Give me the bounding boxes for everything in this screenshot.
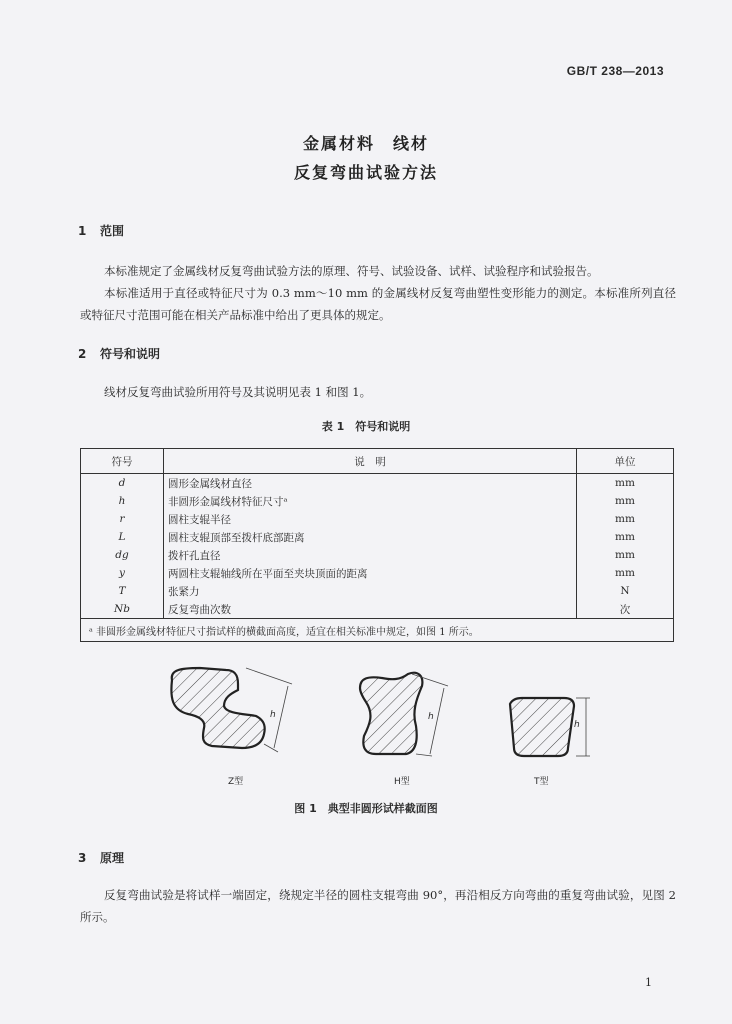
cell-unit: mm	[615, 549, 635, 561]
page-number: 1	[645, 976, 652, 989]
cell-description: 反复弯曲次数	[164, 600, 577, 619]
document-title-line2: 反复弯曲试验方法	[293, 163, 438, 182]
cell-description: 张紧力	[164, 582, 577, 600]
cell-symbol: h	[81, 492, 164, 510]
cell-unit: mm	[615, 495, 635, 507]
cell-unit: 次	[619, 603, 631, 616]
table-row	[81, 492, 674, 510]
z-type-label: Z型	[228, 777, 244, 787]
cell-unit: mm	[615, 513, 635, 525]
cell-symbol: T	[81, 582, 164, 600]
table-footnote: ᵃ 非圆形金属线材特征尺寸指试样的横截面高度，适宜在相关标准中规定，如图 1 所示。	[81, 619, 674, 642]
table-row	[81, 474, 674, 493]
h-type-label: H型	[394, 777, 410, 787]
header-symbol: 符号	[81, 449, 164, 474]
cell-unit: mm	[615, 477, 635, 489]
cell-unit: mm	[615, 567, 635, 579]
section-2-body	[80, 381, 676, 403]
paragraph: 线材反复弯曲试验所用符号及其说明见表 1 和图 1。	[104, 385, 372, 399]
section-number: 3	[78, 851, 87, 865]
cell-description: 圆柱支辊半径	[164, 510, 577, 528]
figure-1	[150, 664, 610, 794]
table-row	[81, 564, 674, 582]
h-type-section	[360, 673, 448, 756]
cell-unit: N	[620, 585, 630, 597]
paragraph: 本标准适用于直径或特征尺寸为 0.3 mm～10 mm 的金属线材反复弯曲塑性变形能力的测定。本标准所列直径或特征尺寸范围可能在相关产品标准中给出了更具体的规定。	[80, 286, 676, 322]
cell-symbol: L	[81, 528, 164, 546]
table-row	[81, 582, 674, 600]
document-title-line1: 金属材料 线材	[302, 134, 429, 153]
table-1-caption: 表 1 符号和说明	[321, 420, 411, 433]
section-1-body	[80, 260, 676, 326]
cell-description: 圆柱支辊顶部至拨杆底部距离	[164, 528, 577, 546]
paragraph: 本标准规定了金属线材反复弯曲试验方法的原理、符号、试验设备、试样、试验程序和试验报告。	[104, 264, 599, 278]
cell-symbol: d	[81, 474, 164, 493]
section-number: 1	[78, 224, 87, 238]
symbols-table	[80, 448, 674, 642]
section-3-body	[80, 884, 676, 928]
table-footnote-row	[81, 619, 674, 642]
section-3-heading	[78, 849, 124, 866]
cell-description: 拨杆孔直径	[164, 546, 577, 564]
header-description: 说 明	[164, 449, 577, 474]
dimension-label: h	[270, 710, 276, 720]
cell-description: 两圆柱支辊轴线所在平面至夹块顶面的距离	[164, 564, 577, 582]
cell-symbol: y	[81, 564, 164, 582]
cell-symbol: dg	[81, 546, 164, 564]
cell-symbol: r	[81, 510, 164, 528]
section-1-heading	[78, 222, 124, 239]
header-unit: 单位	[577, 449, 674, 474]
table-row	[81, 528, 674, 546]
paragraph: 反复弯曲试验是将试样一端固定，绕规定半径的圆柱支辊弯曲 90°，再沿相反方向弯曲的重复弯曲试验，见图 2 所示。	[80, 888, 676, 924]
cell-description: 非圆形金属线材特征尺寸ᵃ	[164, 492, 577, 510]
figure-1-caption: 图 1 典型非圆形试样截面图	[294, 802, 438, 815]
standard-code: GB/T 238—2013	[566, 64, 664, 78]
section-2-heading	[78, 345, 160, 362]
section-title: 原理	[100, 851, 125, 865]
section-number: 2	[78, 347, 87, 361]
section-title: 范围	[100, 224, 125, 238]
dimension-label: h	[574, 720, 580, 730]
dimension-label: h	[428, 712, 434, 722]
table-row	[81, 600, 674, 619]
table-header-row	[81, 449, 674, 474]
table-row	[81, 546, 674, 564]
cell-description: 圆形金属线材直径	[164, 474, 577, 493]
table-row	[81, 510, 674, 528]
section-title: 符号和说明	[100, 347, 161, 361]
t-type-label: T型	[534, 777, 549, 787]
cell-unit: mm	[615, 531, 635, 543]
cell-symbol: Nb	[81, 600, 164, 619]
